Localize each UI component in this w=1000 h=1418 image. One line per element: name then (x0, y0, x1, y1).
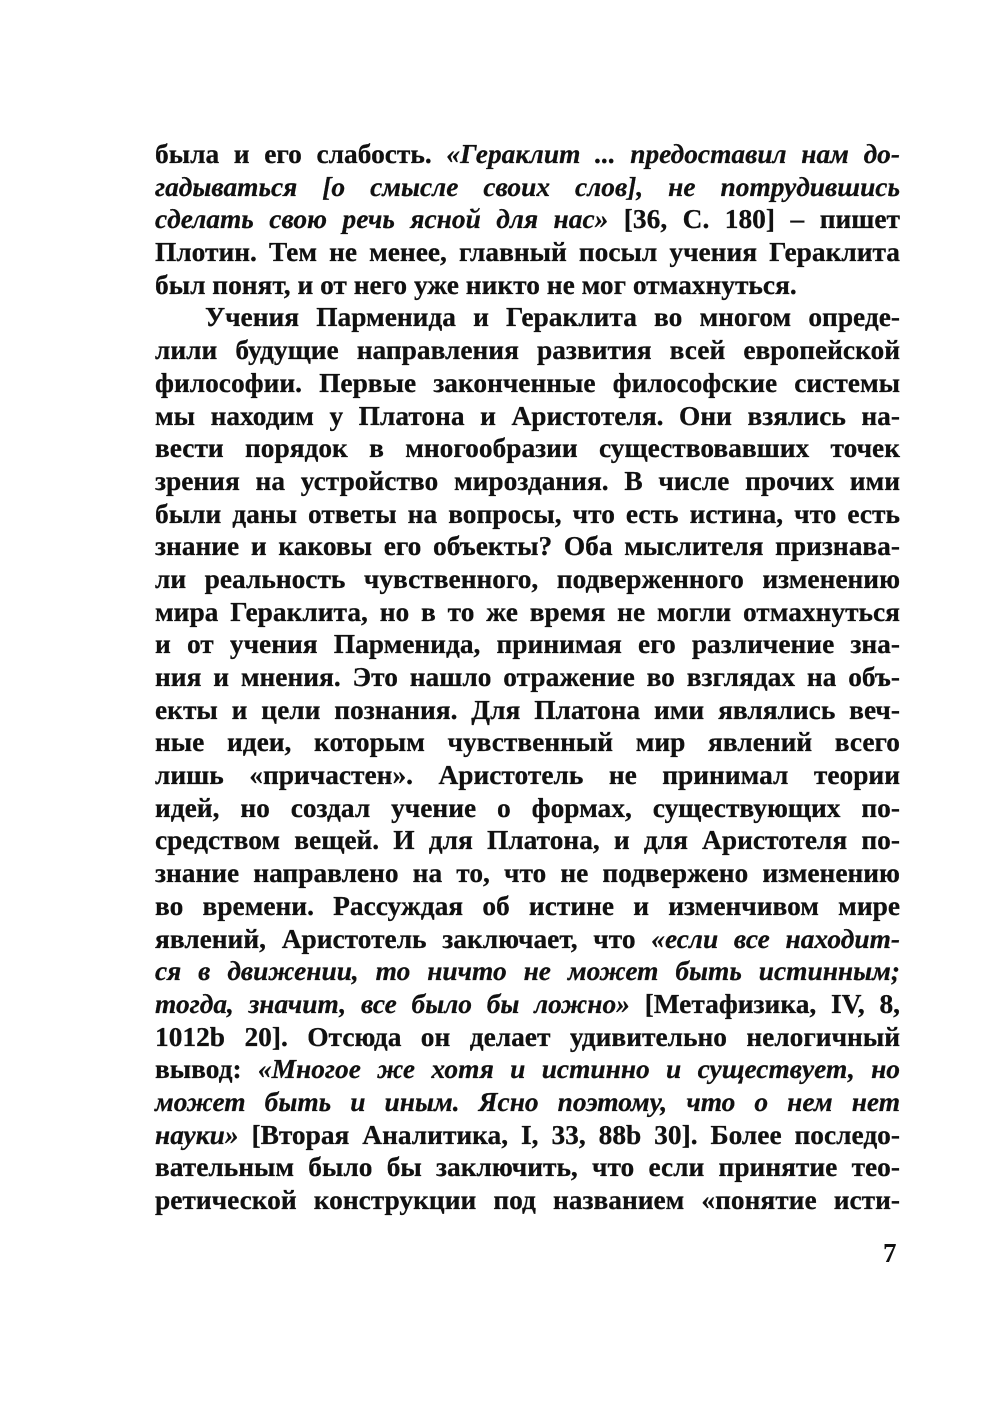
text-line (155, 792, 900, 825)
text-line (155, 890, 900, 923)
text-line (155, 138, 900, 171)
body-text-segment: были даны ответы на вопросы, что есть истина, что есть (155, 498, 900, 529)
body-text-segment: зрения на устройство мироздания. В числе прочих ими (155, 465, 900, 496)
text-line (155, 334, 900, 367)
quote-text: гадываться [о смысле своих слов], не потрудившись (155, 171, 900, 202)
body-text-segment: мы находим у Платона и Аристотеля. Они взялись на- (155, 400, 900, 431)
body-text-segment: вательным было бы заключить, что если принятие тео- (155, 1152, 900, 1183)
body-text-segment: вести порядок в многообразии существовавших точек (155, 433, 900, 464)
text-line (155, 596, 900, 629)
text-line (155, 824, 900, 857)
text-line (155, 269, 900, 302)
text-line (155, 400, 900, 433)
body-text-segment: ретической конструкции под названием «понятие исти- (155, 1185, 900, 1215)
text-line (155, 988, 900, 1021)
text-line (155, 955, 900, 988)
text-line (155, 563, 900, 596)
page-number: 7 (883, 1238, 897, 1268)
text-line (155, 465, 900, 498)
body-text-segment: Учения Парменида и Гераклита во многом опреде- (205, 302, 900, 333)
quote-text: может быть и иным. Ясно поэтому, что о нем нет (155, 1086, 900, 1117)
body-text-segment: знание и каковы его объекты? Оба мыслителя признава- (155, 531, 900, 562)
body-text-segment: мира Гераклита, но в то же время не могли отмахнуться (155, 596, 900, 627)
body-text-segment: [Метафизика, IV, 8, (629, 988, 900, 1019)
text-line (155, 661, 900, 694)
body-text-segment: и от учения Парменида, принимая его различение зна- (155, 629, 900, 660)
body-text-segment: был понят, и от него уже никто не мог отмахнуться. (155, 269, 797, 300)
text-line (155, 694, 900, 727)
body-text-segment: средством вещей. И для Платона, и для Аристотеля по- (155, 825, 900, 856)
body-text-segment: вывод: (155, 1054, 258, 1085)
text-line (155, 432, 900, 465)
text-line (155, 1086, 900, 1119)
text-line (155, 1021, 900, 1054)
text-line (155, 1151, 900, 1184)
quote-text: «Многое же хотя и истинно и существует, но (257, 1054, 901, 1085)
text-line (155, 857, 900, 890)
text-line (155, 367, 900, 400)
quote-text: тогда, значит, все было бы ложно» (155, 988, 630, 1019)
text-line (155, 530, 900, 563)
body-text-segment: явлений, Аристотель заключает, что (155, 923, 652, 954)
paragraph-first-line (155, 301, 900, 334)
text-line (155, 726, 900, 759)
body-text-segment: [36, С. 180] – пишет (608, 204, 900, 235)
text-line (155, 759, 900, 792)
body-text-segment: ные идеи, которым чувственный мир явлений всего (155, 727, 900, 758)
body-text-segment: екты и цели познания. Для Платона ими являлись веч- (155, 694, 900, 725)
text-line (155, 203, 900, 236)
body-text-segment: Плотин. Тем не менее, главный посыл учения Гераклита (155, 237, 900, 268)
text-line (155, 628, 900, 661)
quote-text: «Гераклит ... предоставил нам до- (446, 139, 900, 169)
body-text-segment: [Вторая Аналитика, I, 33, 88b 30]. Более последо- (238, 1119, 900, 1150)
quote-text: сделать свою речь ясной для нас» (155, 204, 609, 235)
body-text-segment: лили будущие направления развития всей европейской (155, 335, 900, 366)
text-line (155, 171, 900, 204)
text-line (155, 1119, 900, 1152)
body-text-segment: ния и мнения. Это нашло отражение во взглядах на объ- (155, 662, 900, 692)
body-text-segment: во времени. Рассуждая об истине и изменчивом мире (155, 890, 900, 921)
text-line (155, 236, 900, 269)
text-line (155, 1053, 900, 1086)
text-line (155, 498, 900, 531)
body-text-segment: была и его слабость. (155, 139, 447, 169)
quote-text: ся в движении, то ничто не может быть истинным; (155, 956, 900, 987)
body-text (155, 138, 900, 1217)
body-text-segment: лишь «причастен». Аристотель не принимал теории (155, 760, 900, 791)
body-text-segment: 1012b 20]. Отсюда он делает удивительно нелогичный (155, 1021, 900, 1052)
quote-text: «если все находит- (651, 923, 900, 954)
text-line (155, 1184, 900, 1217)
body-text-segment: идей, но создал учение о формах, существующих по- (155, 792, 900, 823)
body-text-segment: философии. Первые законченные философские системы (155, 367, 900, 398)
body-text-segment: ли реальность чувственного, подверженного изменению (155, 563, 900, 594)
body-text-segment: знание направлено на то, что не подвержено изменению (155, 858, 900, 889)
quote-text: науки» (155, 1119, 239, 1150)
text-line (155, 923, 900, 956)
